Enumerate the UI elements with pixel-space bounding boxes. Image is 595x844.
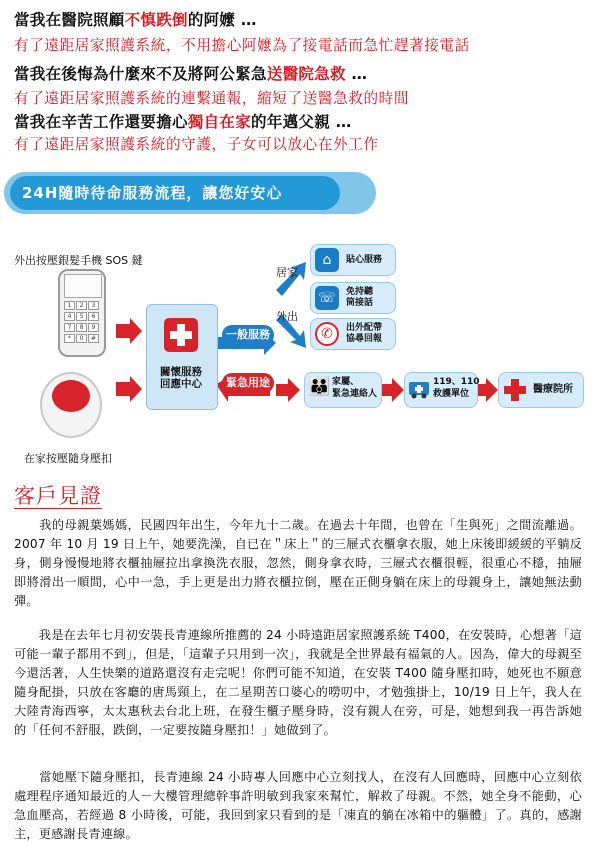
phone-key: 1 bbox=[64, 301, 75, 310]
service-label-search-2: 協尋回報 bbox=[346, 334, 383, 344]
phone-key: # bbox=[88, 334, 99, 343]
response-center-label bbox=[146, 366, 216, 390]
service-label-handsfree-1: 免持聽 bbox=[346, 287, 374, 297]
home-label: 居家 bbox=[276, 266, 298, 279]
rescue-label-2: 救護單位 bbox=[433, 389, 470, 399]
medical-cross-icon bbox=[162, 316, 200, 354]
headline-2-tail: … bbox=[345, 65, 368, 83]
ambulance-icon bbox=[408, 378, 430, 400]
service-label-search-1: 出外配帶 bbox=[346, 323, 383, 333]
arrow-phone-to-center bbox=[116, 318, 142, 344]
rescue-label-1: 119、110 bbox=[433, 377, 480, 387]
house-icon: ⌂ bbox=[315, 248, 339, 272]
service-flow-banner: 24H隨時待命服務流程，讓您好安心 bbox=[10, 176, 340, 210]
phone-key: 2 bbox=[76, 301, 87, 310]
phone-key: 0 bbox=[76, 334, 87, 343]
phone-key: 7 bbox=[64, 323, 75, 332]
emergency-pill: 緊急用途 bbox=[222, 373, 274, 393]
section-title: 客戶見證 bbox=[14, 484, 102, 508]
outing-label: 外出 bbox=[276, 310, 298, 323]
pendant-label: 在家按壓隨身壓扣 bbox=[24, 452, 112, 465]
headline-2-highlight: 送醫院急救 bbox=[266, 65, 346, 83]
headline-1-text: 當我在醫院照顧 bbox=[14, 11, 125, 29]
arrow-pendant-to-center bbox=[116, 376, 142, 402]
headset-icon: ☏ bbox=[315, 286, 339, 310]
family-label-2: 緊急連絡人 bbox=[332, 389, 378, 399]
phone-label: 外出按壓銀髮手機 SOS 鍵 bbox=[14, 254, 143, 267]
arrow-to-family bbox=[276, 378, 300, 402]
paragraph-1: 我的母親葉媽媽，民國四年出生，今年九十二歲。在過去十年間，也曾在「生與死」之間流離過。2007 年 10 月 19 日上午，她要洗澡，自已在＂床上＂的三屜式衣櫃拿衣服，她上床後即緩緩的平躺反身，側身慢慢地將衣櫃抽屜拉出拿換洗衣服，忽然，側身拿衣時，三屜式衣櫃很輕，很重心不穩，抽屜即將滑出一順間，心中一急，手上更是出力將衣櫃拉倒，壓在正側身躺在床上的母親身上，讓她無法動彈。 bbox=[14, 518, 582, 608]
phone-icon: ✆ bbox=[315, 322, 339, 346]
phone-key: 5 bbox=[76, 312, 87, 321]
subline-3: 有了遠距居家照護系統的守護，子女可以放心在外工作 bbox=[14, 136, 379, 153]
headline-1-highlight: 不慎跌倒 bbox=[124, 11, 188, 29]
phone-key: 6 bbox=[88, 312, 99, 321]
hospital-cross-icon bbox=[503, 378, 527, 402]
service-label-care: 貼心服務 bbox=[346, 255, 383, 265]
subline-2: 有了遠距居家照護系統的連繫通報，縮短了送醫急救的時間 bbox=[14, 90, 410, 107]
paragraph-2: 我是在去年七月初安裝長青連線所推薦的 24 小時遠距居家照護系統 T400，在安裝時，心想著「這可能一輩子都用不到」，但是，「這輩子只用到一次」，我就是全世界最有福氣的人。因為，偉大的母親至今還活著，人生快樂的道路還沒有走完呢！你們可能不知道，在安裝 T400 隨身壓扣時，她死也不願意隨身配掛，只放在客廳的唐馬頸上，在二星期苦口婆心的嘮叨中，才勉強掛上，10/19 日上午，我人在大陸青海西寧，太太惠秋去台北上班，在發生櫃子壓身時，沒有親人在旁，可是，她想到我一再告訴她的「任何不舒服，跌倒，一定要按隨身壓扣！」她做到了。 bbox=[14, 628, 582, 737]
service-label-handsfree-2: 筒接話 bbox=[346, 298, 374, 308]
headline-2-text: 當我在後悔為什麼來不及將阿公緊急 bbox=[14, 65, 267, 83]
headline-3-text: 當我在辛苦工作還要擔心 bbox=[14, 113, 188, 131]
phone-key: 3 bbox=[88, 301, 99, 310]
paragraph-3: 當她壓下隨身壓扣，長青連線 24 小時專人回應中心立刻找人，在沒有人回應時，回應中心立刻依處理程序通知最近的人－大樓管理總幹事許明敏到我家來幫忙，解救了母親。不然，她全身不能動，心急血壓高，若經過 8 小時後，可能，我回到家只看到的是「凍直的躺在冰箱中的軀體」了。真的，感謝主，更感謝長青連線。 bbox=[14, 770, 582, 841]
phone-key: 9 bbox=[88, 323, 99, 332]
arrow-to-rescue bbox=[382, 378, 404, 402]
center-label-line-1: 關懷服務 bbox=[160, 366, 202, 378]
hospital-label: 醫療院所 bbox=[533, 384, 573, 395]
headline-1-tail: 的阿嬤 … bbox=[187, 11, 257, 29]
center-label-line-2: 回應中心 bbox=[160, 378, 202, 390]
headline-3-tail: 的年邁父親 … bbox=[251, 113, 352, 131]
general-service-pill: 一般服務 bbox=[222, 325, 274, 345]
subline-1: 有了遠距居家照護系統，不用擔心阿嬤為了接電話而急忙趕著接電話 bbox=[14, 37, 470, 54]
phone-key: 8 bbox=[76, 323, 87, 332]
family-icon: 👪 bbox=[308, 376, 331, 397]
phone-key: * bbox=[64, 334, 75, 343]
phone-key: 4 bbox=[64, 312, 75, 321]
family-label-1: 家屬、 bbox=[332, 377, 360, 387]
headline-3-highlight: 獨自在家 bbox=[187, 113, 252, 131]
